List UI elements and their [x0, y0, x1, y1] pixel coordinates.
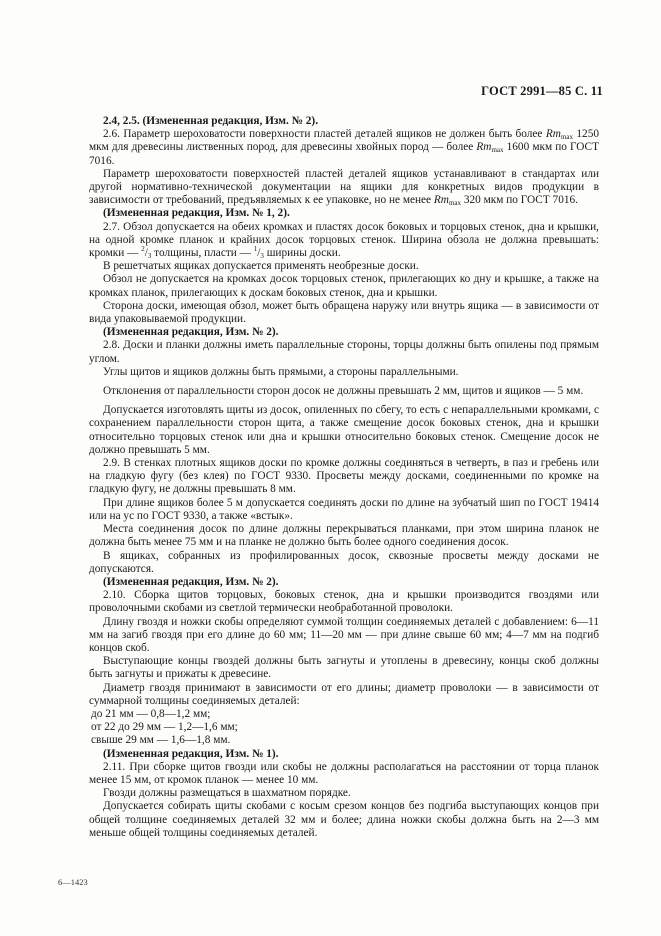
paragraph: Параметр шероховатости поверхностей пластей деталей ящиков устанавливают в стандартах или другой нормативно-технической документации на ящики для конкретных видов продукции в зависимости от требований, предъявляемых к ее упаковке, но не менее $Rm_{max}$ 320 мкм по ГОСТ 7016. — [89, 167, 599, 208]
paragraph: В ящиках, собранных из профилированных досок, сквозные просветы между досками не допускаются. — [89, 549, 599, 575]
paragraph: Диаметр гвоздя принимают в зависимости от его длины; диаметр проволоки — в зависимости от суммарной толщины соединяемых деталей: — [89, 681, 599, 707]
paragraph: Обзол не допускается на кромках досок торцовых стенок, прилегающих ко дну и крышке, а также на кромках планок, прилегающих к доскам боковых стенок, дна и крышки. — [89, 273, 599, 299]
clause-2-10: 2.10. Сборка щитов торцовых, боковых стенок, дна и крышки производится гвоздями или проволочными скобами из светлой термически необработанной проволоки. — [89, 589, 599, 615]
clause-2-11: 2.11. При сборке щитов гвозди или скобы не должны располагаться на расстоянии от торца планок менее 15 мм, от кромок планок — менее 10 мм. — [89, 760, 599, 786]
paragraph: Гвозди должны размещаться в шахматном порядке. — [103, 787, 351, 800]
list-item: до 21 мм — 0,8—1,2 мм; — [91, 707, 211, 720]
paragraph: Допускается изготовлять щиты из досок, опиленных по сбегу, то есть с непараллельными кромками, с сохранением параллельности сторон щита, а также смещение досок боковых стенок, дна и крышки относительно торцовых стенок или дна и крышки относительно боковых стенок. Смещение досок не должно превышать 5 мм. — [89, 404, 599, 456]
clause-2-9: 2.9. В стенках плотных ящиков доски по кромке должны соединяться в четверть, в паз и гребень или на гладкую фугу (без клея) по ГОСТ 9330. Просветы между досками, соединенными по кромке на гладкую фугу, не должны превышать 8 мм. — [89, 457, 599, 496]
amendment-note: (Измененная редакция, Изм. № 2). — [103, 575, 279, 588]
clause-2-8: 2.8. Доски и планки должны иметь параллельные стороны, торцы должны быть опилены под прямым углом. — [89, 339, 599, 365]
list-item: от 22 до 29 мм — 1,2—1,6 мм; — [91, 721, 238, 734]
page-footer: 6—1423 — [58, 877, 88, 887]
paragraph: Места соединения досок по длине должны перекрываться планками, при этом ширина планок не должна быть менее 75 мм и на планке не должно быть более одного соединения досок. — [89, 523, 599, 549]
page-header: ГОСТ 2991—85 С. 11 — [481, 84, 603, 98]
paragraph: Углы щитов и ящиков должны быть прямыми, а стороны параллельными. — [103, 365, 459, 378]
paragraph: В решетчатых ящиках допускается применять необрезные доски. — [103, 260, 419, 273]
paragraph: Выступающие концы гвоздей должны быть загнуты и утоплены в древесину, концы скоб должны быть загнуты и прижаты к древесине. — [89, 655, 599, 681]
paragraph: При длине ящиков более 5 м допускается соединять доски по длине на зубчатый шип по ГОСТ 19414 или на ус по ГОСТ 9330, а также «встык». — [89, 496, 599, 522]
paragraph: Длину гвоздя и ножки скобы определяют суммой толщин соединяемых деталей с добавлением: 6—11 мм на загиб гвоздя при его длине до 60 мм; 11—20 мм — при длине свыше 60 мм; 4—7 мм на подгиб концов скоб. — [89, 615, 599, 654]
amendment-note: 2.4, 2.5. (Измененная редакция, Изм. № 2). — [103, 115, 319, 127]
paragraph: Сторона доски, имеющая обзол, может быть обращена наружу или внутрь ящика — в зависимости от вида упаковываемой продукции. — [89, 299, 599, 326]
amendment-note: (Измененная редакция, Изм. № 1). — [103, 747, 279, 760]
paragraph: Допускается собирать щиты скобами с косым срезом концов без подгиба выступающих концов при общей толщине соединяемых деталей 32 мм и более; длина ножки скобы должна быть на 2—3 мм меньше общей толщины соединяемых деталей. — [89, 800, 599, 839]
list-item: свыше 29 мм — 1,6—1,8 мм. — [91, 734, 231, 747]
clause-2-7: 2.7. Обзол допускается на обеих кромках и пластях досок боковых и торцовых стенок, дна и крышки, на одной кромке планок и крайних досок торцовых стенок. Ширина обзола не должна превышать: кромки — $^2/_3$ толщины, пласти — $^1/_3$ ширины доски. — [89, 220, 599, 261]
paragraph: Отклонения от параллельности сторон досок не должны превышать 2 мм, щитов и ящиков — 5 мм. — [103, 385, 584, 398]
clause-2-6: 2.6. Параметр шероховатости поверхности пластей деталей ящиков не должен быть более $Rm_{max}$ 1250 мкм для древесины лиственных пород, для древесины хвойных пород — более $Rm_{max}$ 1600 мкм по ГОСТ 7016. — [89, 128, 600, 167]
amendment-note: (Измененная редакция, Изм. № 2). — [103, 326, 279, 339]
amendment-note: (Измененная редакция, Изм. № 1, 2). — [103, 207, 290, 220]
document-body — [89, 115, 599, 840]
